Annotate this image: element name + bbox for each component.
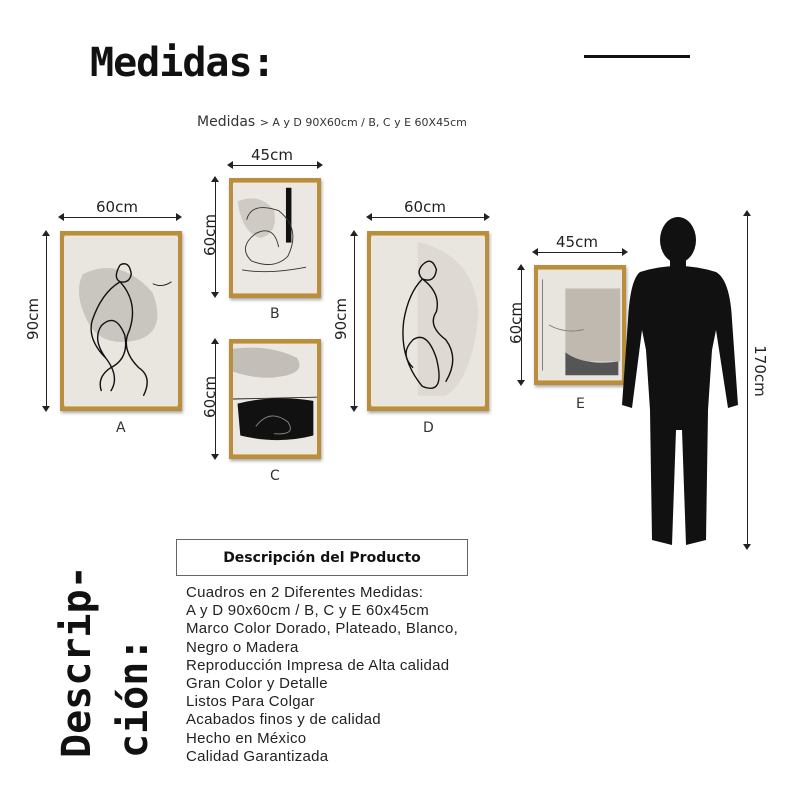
height-label-person: 170cm [750, 345, 769, 397]
height-label-c: 60cm [200, 376, 219, 418]
line-art-figure-a [64, 235, 178, 407]
width-label-d: 60cm [404, 198, 446, 216]
vertical-title-line1: Descrip- [54, 565, 100, 758]
line-art-figure-d [371, 235, 485, 407]
height-label-e: 60cm [506, 302, 525, 344]
page-title: Medidas: [90, 40, 275, 86]
width-arrow-e [534, 252, 626, 253]
frame-label-a: A [116, 420, 126, 436]
frame-b [229, 178, 321, 298]
width-arrow-a [60, 217, 180, 218]
width-label-a: 60cm [96, 198, 138, 216]
description-item: Cuadros en 2 Diferentes Medidas: [186, 584, 424, 601]
summary-lead: Medidas [197, 114, 256, 130]
frame-label-b: B [270, 306, 280, 322]
frame-e [534, 265, 626, 385]
description-item: Marco Color Dorado, Plateado, Blanco, [186, 620, 459, 638]
line-art-abstract-c [233, 343, 317, 455]
height-label-d: 90cm [331, 298, 350, 340]
description-list [186, 584, 458, 766]
width-label-e: 45cm [556, 233, 598, 251]
decorative-line [584, 55, 690, 58]
line-art-abstract-e [538, 269, 622, 381]
vertical-title-line2: ción: [111, 637, 157, 758]
description-item: Negro o Madera [186, 638, 299, 656]
description-item: Calidad Garantizada [186, 747, 329, 765]
width-arrow-b [229, 165, 321, 166]
height-label-b: 60cm [200, 214, 219, 256]
width-label-b: 45cm [251, 146, 293, 164]
description-item: Hecho en México [186, 729, 307, 747]
description-item: Listos Para Colgar [186, 693, 315, 711]
frame-a [60, 231, 182, 411]
description-item: Reproducción Impresa de Alta calidad [186, 656, 450, 674]
description-item: A y D 90x60cm / B, C y E 60x45cm [186, 602, 430, 620]
description-item: Gran Color y Detalle [186, 675, 328, 693]
description-item: Acabados finos y de calidad [186, 711, 381, 729]
summary-detail: > A y D 90X60cm / B, C y E 60X45cm [259, 116, 467, 129]
frame-d [367, 231, 489, 411]
frame-c [229, 339, 321, 459]
width-arrow-d [368, 217, 488, 218]
measurements-summary [197, 114, 467, 130]
frame-label-e: E [576, 396, 585, 412]
height-arrow-person [747, 212, 748, 548]
frame-label-d: D [423, 420, 434, 436]
height-arrow-a [46, 232, 47, 410]
human-silhouette [620, 210, 740, 550]
frame-label-c: C [270, 468, 280, 484]
description-box-title: Descripción del Producto [176, 539, 468, 576]
height-arrow-d [354, 232, 355, 410]
height-label-a: 90cm [23, 298, 42, 340]
line-art-abstract-b [233, 182, 317, 294]
